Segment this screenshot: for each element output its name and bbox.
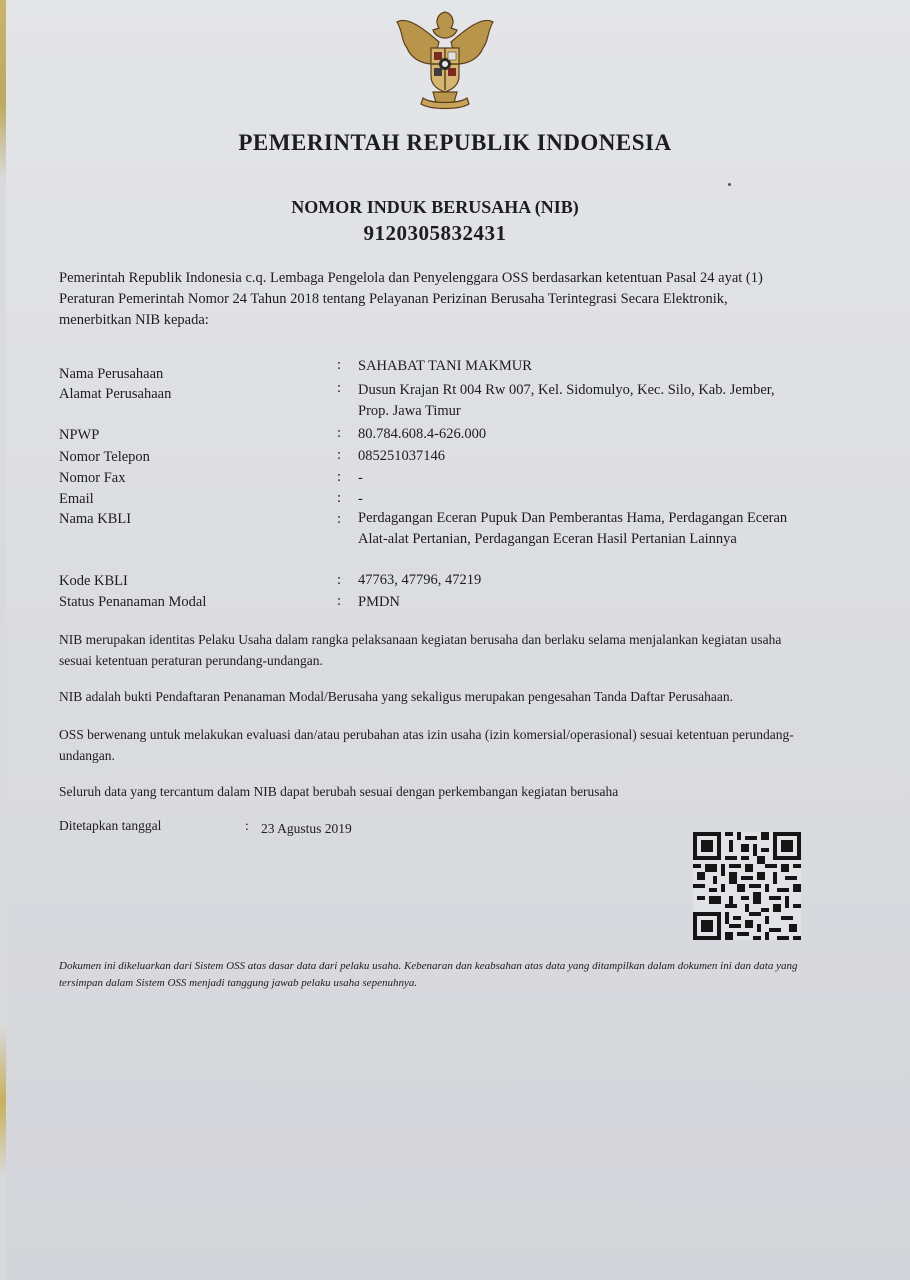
field-separator: :: [337, 511, 342, 527]
field-value: 80.784.608.4-626.000: [358, 426, 487, 442]
field-separator: :: [337, 593, 342, 609]
footer-disclaimer: Dokumen ini dikeluarkan dari Sistem OSS atas dasar data dari pelaku usaha. Kebenaran dan keabsahan atas data yang ditampilkan dalam dokumen ini dan data yang tersimpan dalam Sistem OSS menjadi tanggung jawab pelaku usaha sepenuhnya.: [59, 960, 798, 989]
field-separator: :: [337, 425, 342, 441]
paper-speck: [728, 183, 731, 186]
field-label: Nomor Telepon: [59, 449, 150, 465]
field-value: -: [358, 491, 363, 507]
field-label: Kode KBLI: [59, 573, 128, 589]
field-separator: :: [337, 447, 342, 463]
field-separator: :: [337, 380, 342, 396]
field-value: SAHABAT TANI MAKMUR: [358, 358, 532, 374]
garuda-emblem-icon: [393, 8, 497, 112]
field-separator: :: [245, 818, 249, 833]
field-label: Nama Perusahaan: [59, 366, 164, 382]
field-value: -: [358, 470, 363, 486]
paper-edge: [0, 0, 6, 1280]
intro-paragraph: Pemerintah Republik Indonesia c.q. Lembaga Pengelola dan Penyelenggara OSS berdasarkan ketentuan Pasal 24 ayat (1) Peraturan Pemerintah Nomor 24 Tahun 2018 tentang Pelayanan Perizinan Berusaha Terintegrasi Secara Elektronik, menerbitkan NIB kepada:: [59, 270, 763, 328]
paragraph-oss-authority: OSS berwenang untuk melakukan evaluasi dan/atau perubahan atas izin usaha (izin komersial/operasional) sesuai ketentuan perundang-undangan.: [59, 727, 794, 763]
field-label: NPWP: [59, 427, 100, 443]
field-value: Perdagangan Eceran Pupuk Dan Pemberantas Hama, Perdagangan Eceran Alat-alat Pertanian, Perdagangan Eceran Hasil Pertanian Lainnya: [358, 510, 788, 547]
paragraph-nib-proof: NIB adalah bukti Pendaftaran Penanaman Modal/Berusaha yang sekaligus merupakan pengesahan Tanda Daftar Perusahaan.: [59, 689, 733, 704]
government-title: PEMERINTAH REPUBLIK INDONESIA: [238, 130, 672, 155]
field-label: Nomor Fax: [59, 470, 126, 486]
qr-code-icon[interactable]: [693, 832, 801, 940]
field-separator: :: [337, 572, 342, 588]
field-value: 47763, 47796, 47219: [358, 572, 482, 588]
issued-value: 23 Agustus 2019: [261, 821, 352, 836]
field-value: 085251037146: [358, 448, 445, 464]
document-title: NOMOR INDUK BERUSAHA (NIB): [291, 197, 579, 217]
issued-label: Ditetapkan tanggal: [59, 818, 162, 833]
field-separator: :: [337, 490, 342, 506]
field-label: Status Penanaman Modal: [59, 594, 207, 610]
field-value: PMDN: [358, 594, 400, 610]
field-separator: :: [337, 469, 342, 485]
field-label: Nama KBLI: [59, 511, 132, 527]
paragraph-nib-identity: NIB merupakan identitas Pelaku Usaha dalam rangka pelaksanaan kegiatan berusaha dan berlaku selama menjalankan kegiatan usaha sesuai ketentuan peraturan perundang-undangan.: [59, 632, 782, 668]
field-separator: :: [337, 357, 342, 373]
field-label: Alamat Perusahaan: [59, 386, 172, 402]
nib-number: 9120305832431: [363, 221, 507, 245]
paragraph-data-change: Seluruh data yang tercantum dalam NIB dapat berubah sesuai dengan perkembangan kegiatan berusaha: [59, 784, 619, 799]
field-value: Dusun Krajan Rt 004 Rw 007, Kel. Sidomulyo, Kec. Silo, Kab. Jember, Prop. Jawa Timur: [358, 382, 775, 419]
field-label: Email: [59, 491, 94, 507]
